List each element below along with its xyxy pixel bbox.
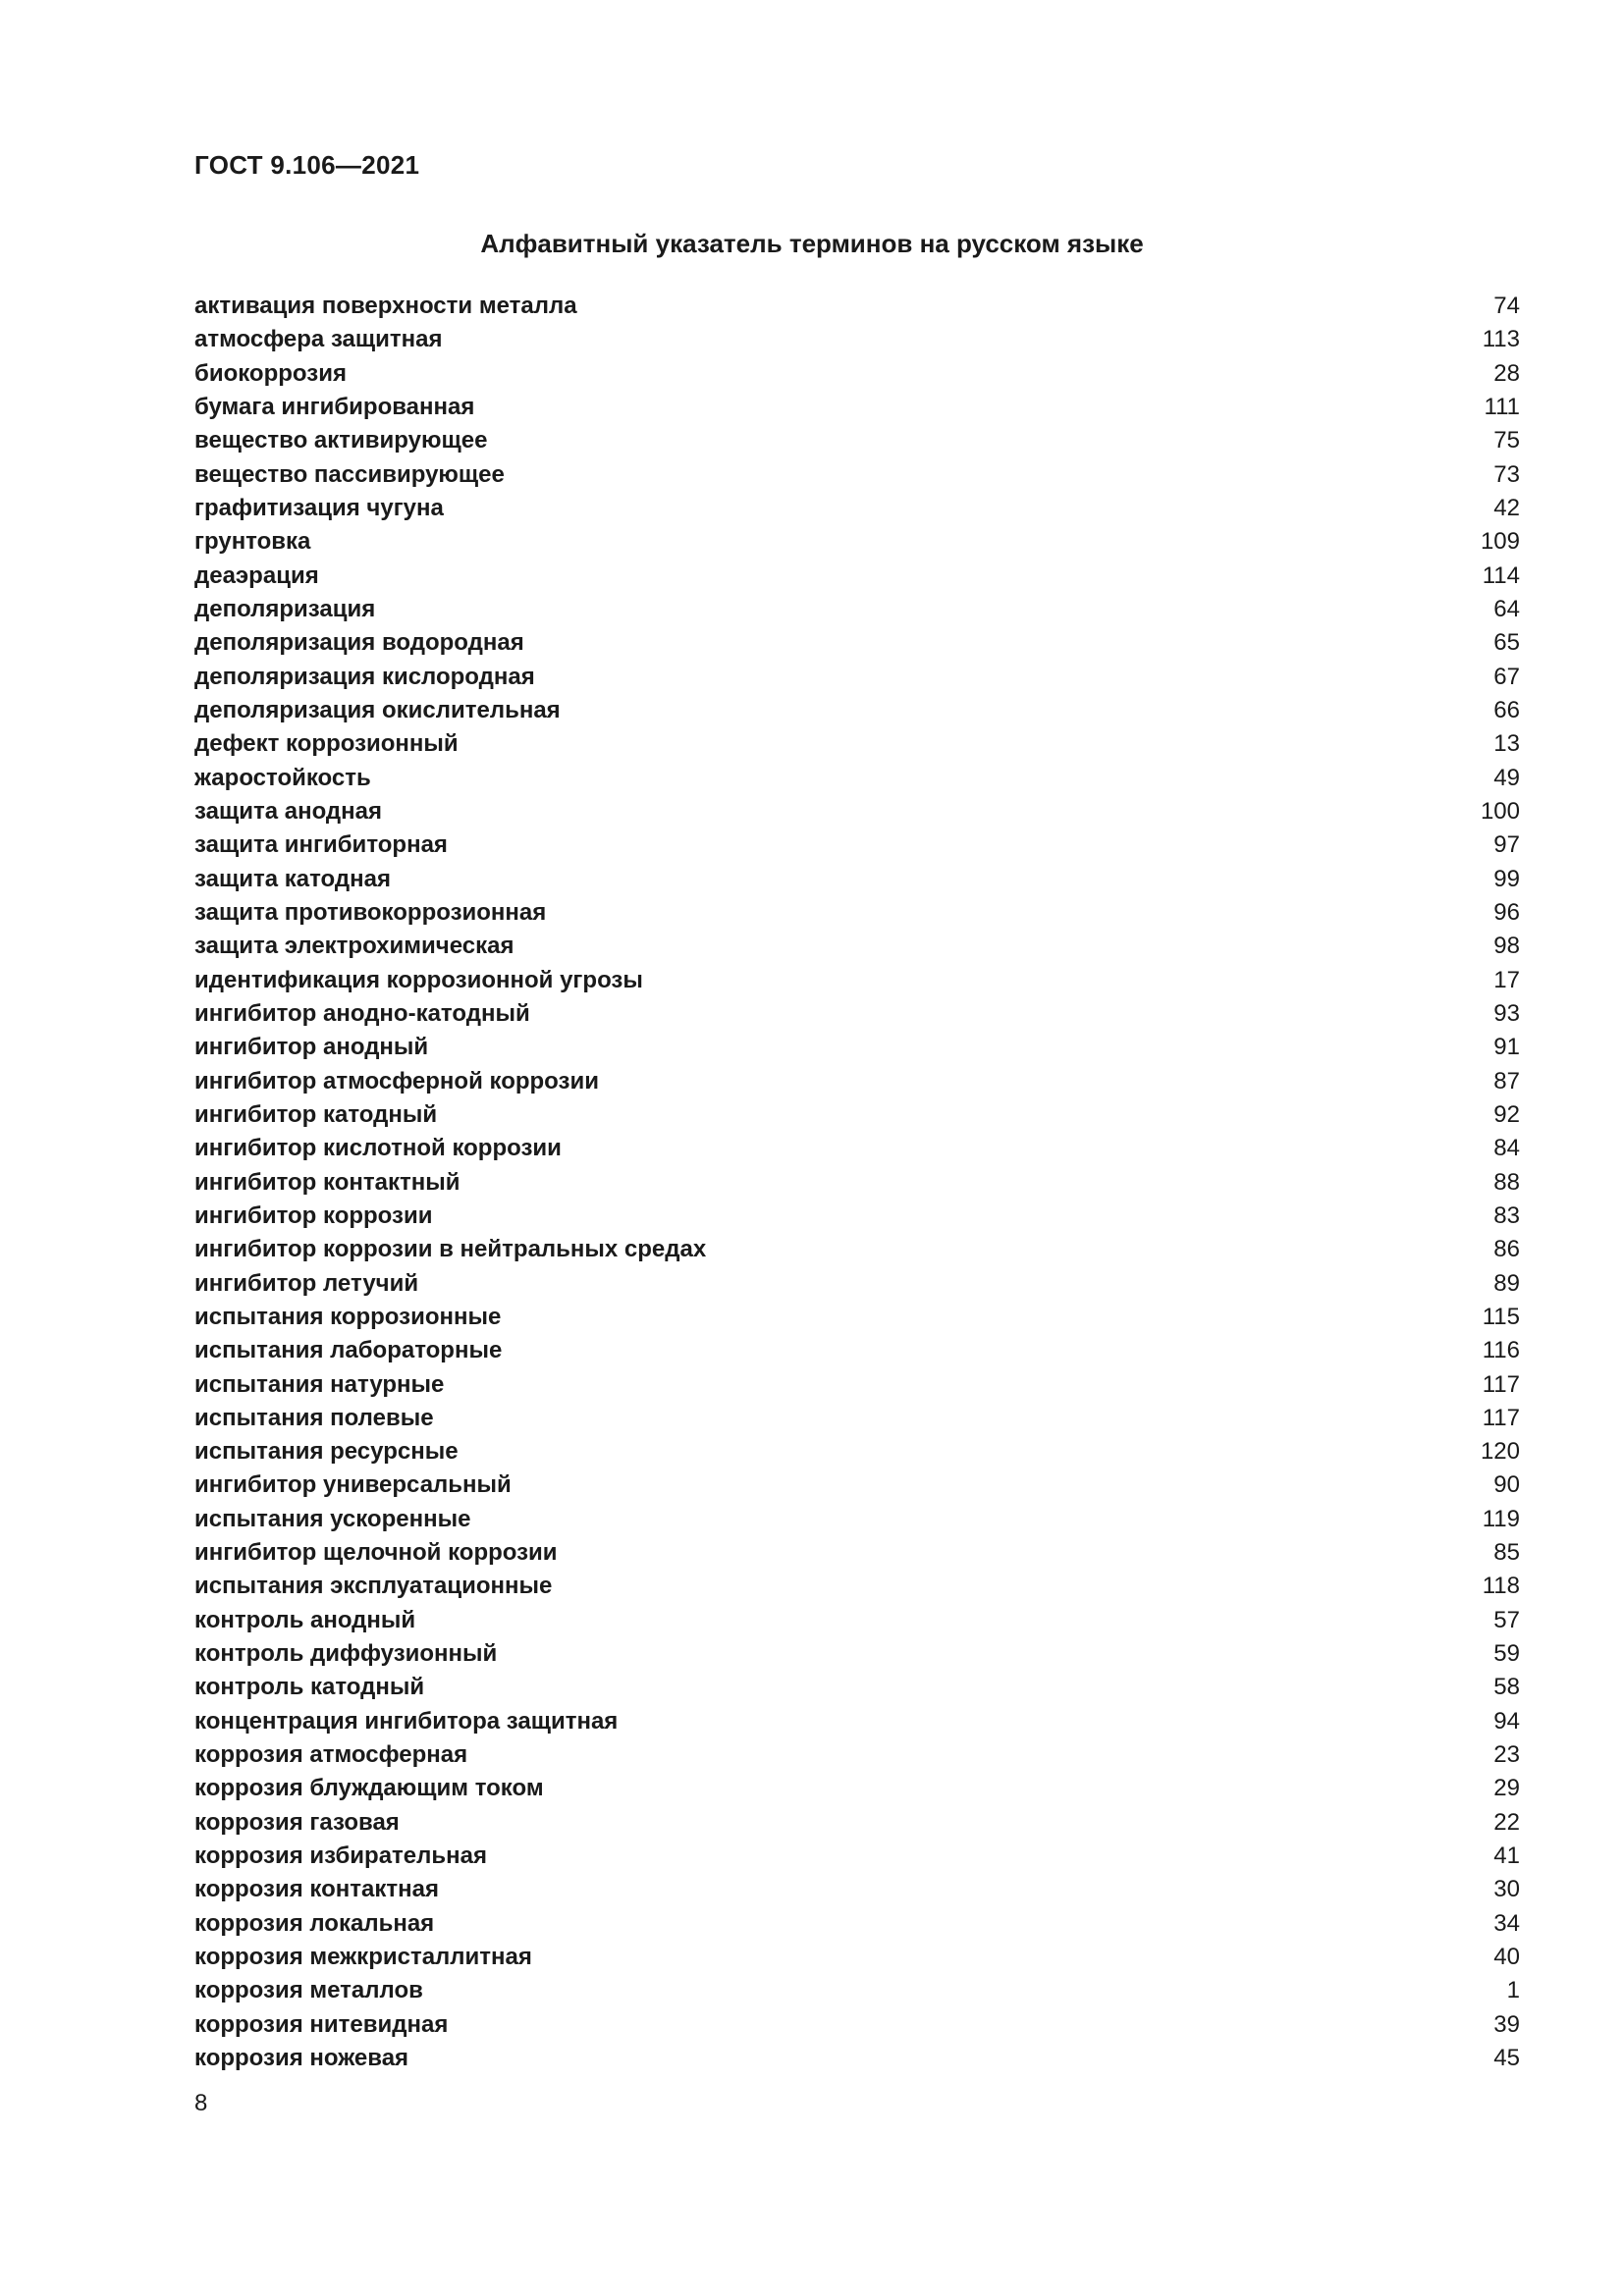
index-term-number: 42 bbox=[1493, 494, 1520, 521]
index-term: защита ингибиторная bbox=[194, 831, 448, 859]
index-term-number: 115 bbox=[1482, 1303, 1520, 1330]
index-term-number: 91 bbox=[1493, 1034, 1520, 1061]
index-term-number: 100 bbox=[1480, 797, 1520, 825]
index-term: вещество пассивирующее bbox=[194, 460, 505, 488]
index-term: испытания коррозионные bbox=[194, 1303, 502, 1330]
index-row bbox=[194, 1873, 1520, 1906]
index-term-number: 41 bbox=[1493, 1842, 1520, 1870]
index-term-number: 92 bbox=[1493, 1100, 1520, 1128]
index-term-number: 114 bbox=[1482, 561, 1520, 589]
index-term-number: 66 bbox=[1493, 696, 1520, 723]
index-term-number: 73 bbox=[1493, 460, 1520, 488]
index-term-number: 39 bbox=[1493, 2010, 1520, 2038]
document-code: ГОСТ 9.106—2021 bbox=[194, 150, 420, 180]
index-row bbox=[194, 964, 1520, 997]
index-term-number: 117 bbox=[1482, 1404, 1520, 1431]
index-term-number: 67 bbox=[1493, 663, 1520, 690]
index-row bbox=[194, 1065, 1520, 1098]
index-term-number: 65 bbox=[1493, 629, 1520, 657]
index-term-number: 49 bbox=[1493, 764, 1520, 791]
index-row bbox=[194, 1233, 1520, 1266]
index-row bbox=[194, 492, 1520, 525]
index-row bbox=[194, 1132, 1520, 1165]
index-term: коррозия межкристаллитная bbox=[194, 1944, 532, 1971]
index-term: коррозия локальная bbox=[194, 1909, 435, 1937]
index-row bbox=[194, 1166, 1520, 1200]
index-term-number: 109 bbox=[1480, 528, 1520, 556]
index-row bbox=[194, 323, 1520, 356]
index-term: вещество активирующее bbox=[194, 427, 488, 454]
index-term: деполяризация bbox=[194, 595, 376, 622]
index-row bbox=[194, 1738, 1520, 1772]
index-term: испытания эксплуатационные bbox=[194, 1573, 553, 1600]
index-term-number: 1 bbox=[1506, 1977, 1520, 2004]
index-term: ингибитор катодный bbox=[194, 1100, 438, 1128]
index-row bbox=[194, 525, 1520, 559]
index-term: коррозия металлов bbox=[194, 1977, 423, 2004]
index-row bbox=[194, 1267, 1520, 1301]
index-term: жаростойкость bbox=[194, 764, 371, 791]
index-term: активация поверхности металла bbox=[194, 293, 577, 319]
index-term-number: 90 bbox=[1493, 1471, 1520, 1499]
index-term: грунтовка bbox=[194, 528, 311, 556]
index-term: деаэрация bbox=[194, 561, 319, 589]
index-term: защита противокоррозионная bbox=[194, 898, 547, 926]
index-term: ингибитор универсальный bbox=[194, 1471, 512, 1499]
index-term-number: 59 bbox=[1493, 1640, 1520, 1668]
index-row bbox=[194, 1301, 1520, 1334]
index-term-number: 117 bbox=[1482, 1370, 1520, 1398]
index-term-number: 94 bbox=[1493, 1707, 1520, 1735]
index-row bbox=[194, 1604, 1520, 1637]
index-term: бумага ингибированная bbox=[194, 393, 475, 420]
index-row bbox=[194, 1435, 1520, 1468]
index-row bbox=[194, 1368, 1520, 1402]
index-row bbox=[194, 1031, 1520, 1064]
index-term: коррозия избирательная bbox=[194, 1842, 487, 1870]
index-term-number: 84 bbox=[1493, 1135, 1520, 1162]
index-term: коррозия газовая bbox=[194, 1808, 400, 1836]
index-term-number: 111 bbox=[1484, 393, 1520, 420]
index-term: коррозия блуждающим током bbox=[194, 1775, 544, 1802]
index-row bbox=[194, 1098, 1520, 1132]
index-term-number: 83 bbox=[1493, 1201, 1520, 1229]
index-row bbox=[194, 1637, 1520, 1671]
index-row bbox=[194, 626, 1520, 660]
term-index-list bbox=[194, 290, 1520, 2075]
index-row bbox=[194, 1503, 1520, 1536]
index-term-number: 75 bbox=[1493, 427, 1520, 454]
index-row bbox=[194, 896, 1520, 930]
index-term-number: 97 bbox=[1493, 831, 1520, 859]
index-term-number: 29 bbox=[1493, 1775, 1520, 1802]
index-row bbox=[194, 1468, 1520, 1502]
index-term: ингибитор атмосферной коррозии bbox=[194, 1067, 599, 1095]
index-term: ингибитор контактный bbox=[194, 1168, 460, 1196]
index-row bbox=[194, 762, 1520, 795]
index-row bbox=[194, 290, 1520, 323]
index-term-number: 30 bbox=[1493, 1876, 1520, 1903]
index-row bbox=[194, 1402, 1520, 1435]
index-term-number: 88 bbox=[1493, 1168, 1520, 1196]
index-term: ингибитор анодный bbox=[194, 1034, 429, 1061]
index-term-number: 96 bbox=[1493, 898, 1520, 926]
index-term-number: 99 bbox=[1493, 865, 1520, 892]
index-row bbox=[194, 1334, 1520, 1367]
index-term-number: 17 bbox=[1493, 966, 1520, 993]
index-term: испытания полевые bbox=[194, 1404, 434, 1431]
index-row bbox=[194, 2008, 1520, 2042]
index-term-number: 116 bbox=[1482, 1337, 1520, 1364]
index-row bbox=[194, 560, 1520, 593]
index-row bbox=[194, 1772, 1520, 1805]
index-term: испытания ускоренные bbox=[194, 1505, 471, 1532]
index-term: коррозия нитевидная bbox=[194, 2010, 449, 2038]
index-term-number: 34 bbox=[1493, 1909, 1520, 1937]
index-term: дефект коррозионный bbox=[194, 730, 459, 758]
index-term: деполяризация водородная bbox=[194, 629, 524, 657]
index-row bbox=[194, 661, 1520, 694]
index-term-number: 64 bbox=[1493, 595, 1520, 622]
index-row bbox=[194, 863, 1520, 896]
index-row bbox=[194, 1840, 1520, 1873]
index-term-number: 119 bbox=[1482, 1505, 1520, 1532]
index-term-number: 118 bbox=[1482, 1573, 1520, 1600]
index-row bbox=[194, 424, 1520, 457]
index-row bbox=[194, 1907, 1520, 1941]
index-term-number: 98 bbox=[1493, 933, 1520, 960]
index-row bbox=[194, 930, 1520, 963]
index-term: ингибитор летучий bbox=[194, 1269, 419, 1297]
index-term-number: 74 bbox=[1493, 293, 1520, 319]
index-term: контроль анодный bbox=[194, 1606, 416, 1633]
page-number: 8 bbox=[194, 2090, 208, 2116]
index-term: деполяризация кислородная bbox=[194, 663, 535, 690]
index-term-number: 58 bbox=[1493, 1674, 1520, 1701]
index-row bbox=[194, 694, 1520, 727]
index-row bbox=[194, 458, 1520, 492]
index-term: защита электрохимическая bbox=[194, 933, 514, 960]
index-row bbox=[194, 997, 1520, 1031]
index-term-number: 120 bbox=[1480, 1438, 1520, 1466]
index-term: защита катодная bbox=[194, 865, 391, 892]
index-term: ингибитор кислотной коррозии bbox=[194, 1135, 562, 1162]
index-row bbox=[194, 391, 1520, 424]
index-title: Алфавитный указатель терминов на русском языке bbox=[480, 229, 1144, 258]
index-term-number: 85 bbox=[1493, 1539, 1520, 1567]
index-term: ингибитор коррозии в нейтральных средах bbox=[194, 1236, 707, 1263]
index-term: концентрация ингибитора защитная bbox=[194, 1707, 619, 1735]
index-term-number: 40 bbox=[1493, 1944, 1520, 1971]
index-term: идентификация коррозионной угрозы bbox=[194, 966, 643, 993]
index-row bbox=[194, 2042, 1520, 2075]
index-term-number: 113 bbox=[1482, 326, 1520, 353]
index-row bbox=[194, 1974, 1520, 2007]
index-term: испытания натурные bbox=[194, 1370, 445, 1398]
index-row bbox=[194, 1705, 1520, 1738]
index-term-number: 28 bbox=[1493, 359, 1520, 387]
index-row bbox=[194, 1200, 1520, 1233]
index-term: деполяризация окислительная bbox=[194, 696, 561, 723]
index-term: коррозия контактная bbox=[194, 1876, 439, 1903]
index-row bbox=[194, 1671, 1520, 1704]
index-term: графитизация чугуна bbox=[194, 494, 444, 521]
index-term-number: 23 bbox=[1493, 1741, 1520, 1769]
index-term-number: 87 bbox=[1493, 1067, 1520, 1095]
index-term: ингибитор анодно-катодный bbox=[194, 999, 530, 1027]
index-term: испытания ресурсные bbox=[194, 1438, 459, 1466]
index-term-number: 86 bbox=[1493, 1236, 1520, 1263]
index-term-number: 22 bbox=[1493, 1808, 1520, 1836]
index-row bbox=[194, 828, 1520, 862]
index-term-number: 57 bbox=[1493, 1606, 1520, 1633]
index-row bbox=[194, 357, 1520, 391]
index-term: коррозия атмосферная bbox=[194, 1741, 468, 1769]
index-row bbox=[194, 727, 1520, 761]
index-term-number: 13 bbox=[1493, 730, 1520, 758]
index-term: защита анодная bbox=[194, 797, 383, 825]
index-term-number: 45 bbox=[1493, 2045, 1520, 2072]
index-term-number: 89 bbox=[1493, 1269, 1520, 1297]
index-term: контроль катодный bbox=[194, 1674, 425, 1701]
index-term: ингибитор коррозии bbox=[194, 1201, 433, 1229]
index-row bbox=[194, 1806, 1520, 1840]
index-term: атмосфера защитная bbox=[194, 326, 443, 353]
index-row bbox=[194, 1570, 1520, 1603]
index-term: испытания лабораторные bbox=[194, 1337, 503, 1364]
index-term-number: 93 bbox=[1493, 999, 1520, 1027]
index-term: биокоррозия bbox=[194, 359, 347, 387]
index-row bbox=[194, 1536, 1520, 1570]
index-row bbox=[194, 1941, 1520, 1974]
index-term: контроль диффузионный bbox=[194, 1640, 498, 1668]
index-term: ингибитор щелочной коррозии bbox=[194, 1539, 558, 1567]
index-row bbox=[194, 795, 1520, 828]
index-term: коррозия ножевая bbox=[194, 2045, 409, 2072]
index-row bbox=[194, 593, 1520, 626]
